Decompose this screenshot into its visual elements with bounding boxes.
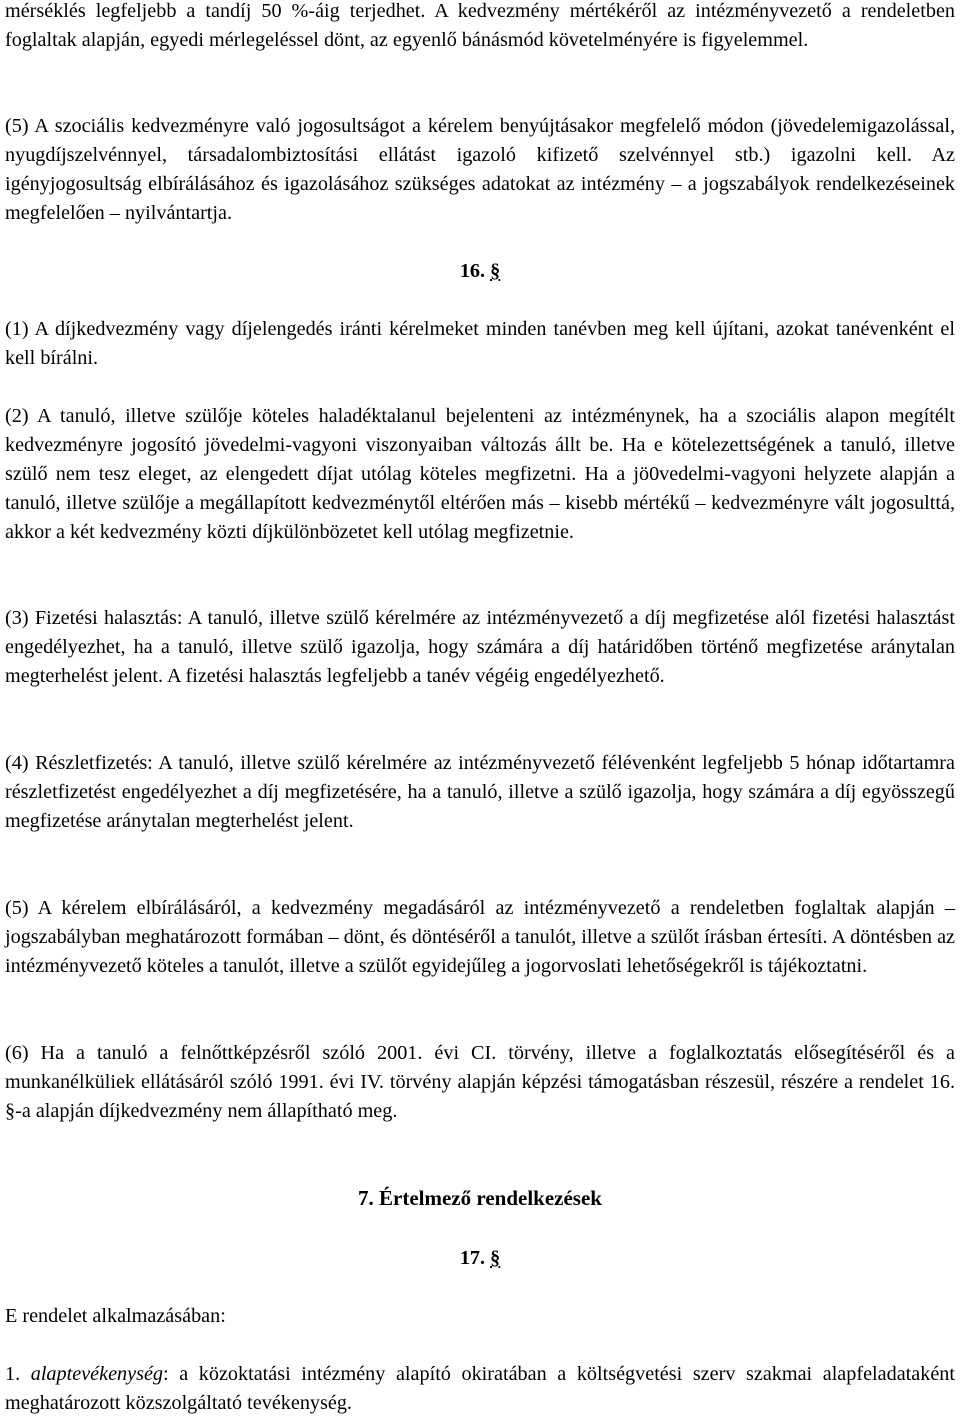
section-17-heading	[5, 1244, 955, 1273]
definition-item-1	[5, 1360, 955, 1418]
definition-text: : a közoktatási intézmény alapító okiratában a költségvetési szerv szakmai alapfeladataként meghatározott közszolgáltató tevékenység.	[5, 1363, 955, 1414]
paragraph-16-5: (5) A kérelem elbírálásáról, a kedvezmény megadásáról az intézményvezető a rendeletben foglaltak alapján – jogszabályban meghatározott formában – dönt, és döntéséről a tanulót, illetve a szülőt írásban értesíti. A döntésben az intézményvezető köteles a tanulót, illetve a szülőt egyidejűleg a jogorvoslati lehetőségekről is tájékoztatni.	[5, 897, 955, 977]
definition-term: alaptevékenység	[30, 1363, 163, 1385]
paragraph-16-6: (6) Ha a tanuló a felnőttképzésről szóló 2001. évi CI. törvény, illetve a foglalkoztatás elősegítéséről és a munkanélküliek ellátásáról szóló 1991. évi IV. törvény alapján képzési támogatásban részesül, részére a rendelet 16. §-a alapján díjkedvezmény nem állapítható meg.	[5, 1042, 955, 1122]
section-number: 16.	[459, 260, 486, 282]
definition-number: 1.	[5, 1363, 21, 1385]
section-symbol-link[interactable]: §	[490, 1247, 501, 1269]
section-16-heading	[5, 257, 955, 286]
section-number: 17.	[459, 1247, 486, 1269]
chapter-7-heading: 7. Értelmező rendelkezések	[358, 1186, 602, 1210]
paragraph-15-5: (5) A szociális kedvezményre való jogosultságot a kérelem benyújtásakor megfelelő módon (jövedelemigazolással, nyugdíjszelvénnyel, társadalombiztosítási ellátást igazoló kifizető szelvénnyel stb.) igazolni kell. Az igényjogosultság elbírálásához és igazolásához szükséges adatokat az intézmény – a jogszabályok rendelkezéseinek megfelelően – nyilvántartja.	[5, 115, 955, 224]
paragraph-16-1: (1) A díjkedvezmény vagy díjelengedés iránti kérelmeket minden tanévben meg kell újítani, azokat tanévenként el kell bírálni.	[5, 318, 955, 369]
definitions-intro: E rendelet alkalmazásában:	[5, 1305, 226, 1327]
section-symbol-link[interactable]: §	[490, 260, 501, 282]
paragraph-16-2: (2) A tanuló, illetve szülője köteles haladéktalanul bejelenteni az intézménynek, ha a szociális alapon megítélt kedvezményre jogosító jövedelmi-vagyoni viszonyaiban változás állt be. Ha e kötelezettségének a tanuló, illetve szülő nem tesz eleget, az elengedett díjat utólag köteles megfizetni. Ha a jö0vedelmi-vagyoni helyzete alapján a tanuló, illetve szülője a megállapított kedvezménytől eltérően más – kisebb mértékű – kedvezményre vált jogosulttá, akkor a két kedvezmény közti díjkülönbözetet kell utólag megfizetnie.	[5, 405, 955, 543]
paragraph-16-4: (4) Részletfizetés: A tanuló, illetve szülő kérelmére az intézményvezető félévenként legfeljebb 5 hónap időtartamra részletfizetést engedélyezhet a díj megfizetésére, ha a tanuló, illetve a szülő igazolja, hogy számára a díj egyösszegű megfizetése aránytalan megterhelést jelent.	[5, 752, 955, 832]
paragraph-16-3: (3) Fizetési halasztás: A tanuló, illetve szülő kérelmére az intézményvezető a díj megfizetése alól fizetési halasztást engedélyezhet, ha a tanuló, illetve szülő igazolja, hogy számára a díj határidőben történő megfizetése aránytalan megterhelést jelent. A fizetési halasztás legfeljebb a tanév végéig engedélyezhető.	[5, 607, 955, 687]
paragraph-continued: mérséklés legfeljebb a tandíj 50 %-áig terjedhet. A kedvezmény mértékéről az intézményvezető a rendeletben foglaltak alapján, egyedi mérlegeléssel dönt, az egyenlő bánásmód követelményére is figyelemmel.	[5, 0, 955, 51]
